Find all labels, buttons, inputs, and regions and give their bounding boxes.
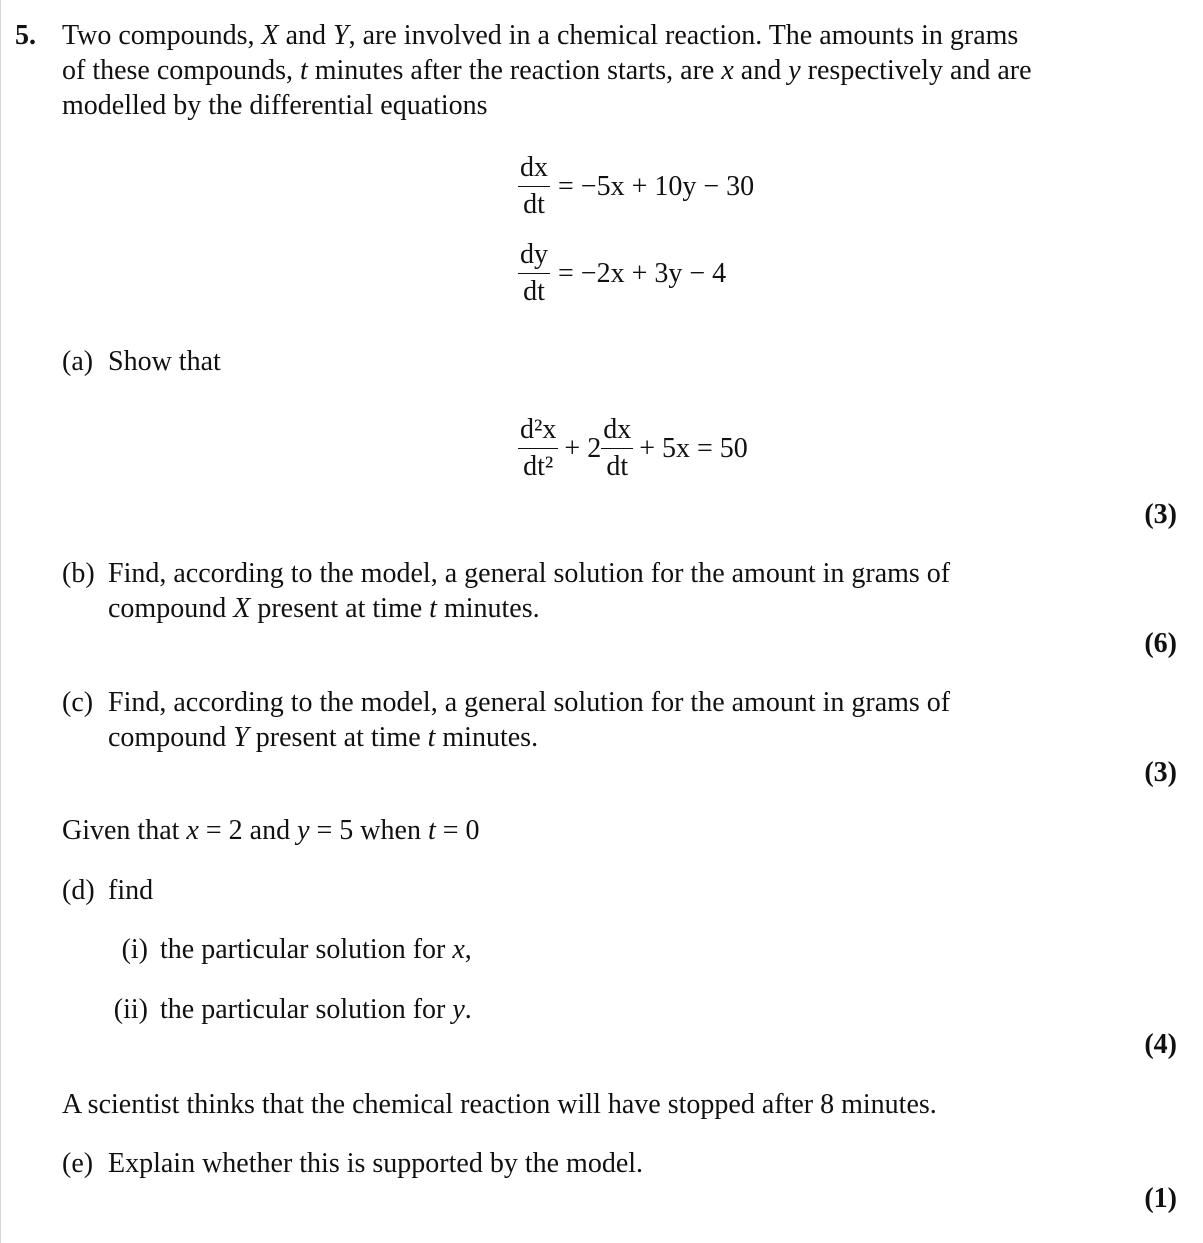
marks-e: (1) — [1144, 1183, 1177, 1214]
fraction-dx-dt: $\frac{dx}{dt}$ — [520, 152, 548, 220]
marks-d: (4) — [1144, 1029, 1177, 1060]
part-b-label: (b) — [62, 558, 95, 589]
fraction-d2x-dt2: $\frac{\text{d²x}}{\text{dt²}}$ — [520, 414, 557, 482]
intro-line-2: of these compounds, t minutes after the reaction starts, are x and y respectively and are — [62, 55, 1032, 86]
scientist-statement: A scientist thinks that the chemical reaction will have stopped after 8 minutes. — [62, 1089, 937, 1120]
question-number: 5. — [15, 20, 36, 51]
question-intro — [62, 18, 1032, 123]
part-d: (d) find — [62, 875, 154, 906]
equation-rhs: = −2x + 3y − 4 — [558, 257, 727, 289]
intro-line-3: modelled by the differential equations — [62, 90, 488, 121]
given-conditions: Given that x = 2 and y = 5 when t = 0 — [62, 815, 480, 846]
equation-dx-dt — [518, 150, 762, 223]
intro-line-1: Two compounds, X and Y, are involved in a chemical reaction. The amounts in grams — [62, 20, 1019, 51]
part-a — [62, 344, 221, 379]
part-d-label: (d) — [62, 875, 95, 906]
equation-second-order: $\frac{\text{d²x}}{\text{dt²}}$ + 2 $\frac{dx}{dt}$ + 5x = 50 — [518, 412, 748, 485]
part-b: (b) Find, according to the model, a general solution for the amount in grams of compound X present at time t minutes. — [62, 558, 951, 624]
marks-c: (3) — [1144, 757, 1177, 788]
fraction-dy-dt: $\frac{dy}{dt}$ — [520, 239, 548, 307]
part-c-label: (c) — [62, 687, 94, 718]
fraction-dx-dt: $\frac{dx}{dt}$ — [603, 414, 632, 482]
equation-dy-dt — [518, 237, 734, 310]
equation-rhs: = −5x + 10y − 30 — [558, 170, 755, 202]
part-d-ii: (ii) the particular solution for y. — [113, 994, 472, 1025]
part-e-label: (e) — [62, 1148, 94, 1179]
marks-a: (3) — [1144, 499, 1177, 530]
part-e: (e) Explain whether this is supported by the model. — [62, 1148, 644, 1179]
part-a-label: (a) — [62, 346, 94, 377]
marks-b: (6) — [1144, 628, 1177, 659]
part-d-i: (i) the particular solution for x, — [121, 934, 472, 965]
part-c: (c) Find, according to the model, a general solution for the amount in grams of compound Y present at time t minutes. — [62, 687, 951, 753]
part-a-text: Show that — [108, 346, 221, 377]
